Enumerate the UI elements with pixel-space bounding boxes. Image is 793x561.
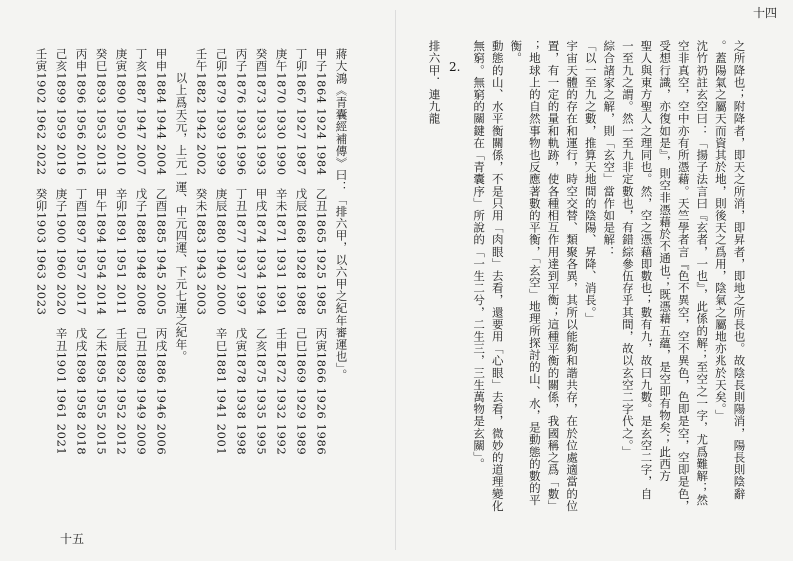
text-column: 受想行識，亦復如是』，則空非憑藉於不通也；既憑藉五蘊，是空即有物矣；此西方 (658, 40, 673, 482)
page-number: 十五 (60, 532, 85, 546)
year-table-column: 丁亥1887 1947 2007 戊子1888 1948 2008 己丑1889 1949 2009 (134, 48, 149, 456)
year-table-column: 壬午1882 1942 2002 癸未1883 1943 2003 (194, 48, 209, 316)
year-table-column: 己亥1899 1959 2019 庚子1900 1960 2020 辛丑1901 1961 2021 (54, 48, 69, 456)
text-column: 之所降也；附降者，即天之所消，即昇者，即地之所長也。故陰長則陽消，陽長則陰辭 (732, 40, 747, 500)
year-table-column: 庚寅1890 1950 2010 辛卯1891 1951 2011 壬辰1892 1952 2012 (114, 48, 129, 456)
year-table-column: 癸巳1893 1953 2013 甲午1894 1954 2014 乙未1895 1955 2015 (94, 48, 109, 456)
intro-column: 蔣大鴻《青囊經補傳》曰：「排六甲，以六甲之紀年審運也」。 (334, 48, 349, 382)
summary-column: 以上爲天元，上元一運、中元四運、下元七運之紀年。 (174, 72, 189, 363)
left-page (0, 0, 396, 561)
year-table-column: 丁卯1867 1927 1987 戊辰1868 1928 1988 己巳1869 1929 1989 (294, 48, 309, 456)
year-table-column: 己卯1879 1939 1999 庚辰1880 1940 2000 辛巳1881 1941 2001 (214, 48, 229, 456)
section-marker: 2. (449, 60, 461, 74)
year-table-column: 癸酉1873 1933 1993 甲戌1874 1934 1994 乙亥1875 1935 1995 (254, 48, 269, 456)
section-heading: 排六甲．連九龍 (427, 40, 442, 125)
text-column: 「以一至九之數，推算天地間的陰陽、昇降、消長。」 (583, 40, 598, 325)
text-column: 沈竹礽註玄空曰：「揚子法言曰『玄者，一也』，此係的解；至空之一字，尤爲難解；然 (695, 40, 710, 507)
year-table-column: 甲子1864 1924 1984 乙丑1865 1925 1985 丙寅1866 1926 1986 (314, 48, 329, 456)
year-table-column: 壬寅1902 1962 2022 癸卯1903 1963 2023 (34, 48, 49, 316)
year-table-column: 庚午1870 1930 1990 辛未1871 1931 1991 壬申1872 1932 1992 (274, 48, 289, 456)
year-table-column: 甲申1884 1944 2004 乙酉1885 1945 2005 丙戌1886 1946 2006 (154, 48, 169, 456)
text-column: 衡。 (509, 40, 524, 65)
text-column: 綜合諸家之解，則「玄空」當作如是解： (602, 40, 617, 258)
right-page (396, 0, 793, 561)
text-column: 聖人與東方聖人之理同也。然，空之憑藉即數也；數有九，故曰九數。是玄空二字，自 (639, 40, 654, 500)
text-column: 宇宙天體的存在和運行，時空交替、類聚各異，其所以能夠和諧共存，在於位處適當的位 (565, 40, 580, 512)
year-table-column: 丙子1876 1936 1996 丁丑1877 1937 1997 戊寅1878 1938 1998 (234, 48, 249, 456)
text-column: 動態的山、水平衡關係，不是只用「肉眼」去看，還要用「心眼」去看，微妙的道理變化 (490, 40, 505, 512)
text-column: 空非真空，空中亦有所憑藉。天竺學者言『色不異空，空不異色，色即是空，空即是色， (676, 40, 691, 512)
text-column: ；地球上的自然事物也反應著數的平衡，「玄空」地理所探討的山、水，是動態的數的平 (527, 40, 542, 507)
text-column: 置，有一定的量和軌跡，使各種相互作用達到平衡；這種平衡的關係，我國稱之爲「數」 (546, 40, 561, 512)
text-column: 無窮。無窮的關鍵在「青囊序」所說的「一生二兮，二生三，三生萬物是玄關」。 (472, 40, 487, 470)
text-column: 。蓋陽氣之屬天而資其於地，則後天之爲用，陰氣之屬地亦兆於天矣。」 (713, 40, 728, 422)
year-table-column: 丙申1896 1956 2016 丁酉1897 1957 2017 戊戌1898 1958 2018 (74, 48, 89, 456)
page-number: 十四 (753, 6, 778, 20)
text-column: 一至九之謂。然一至九非定數也，有錯綜參伍存乎其間，故以玄空二字代之。」 (620, 40, 635, 458)
